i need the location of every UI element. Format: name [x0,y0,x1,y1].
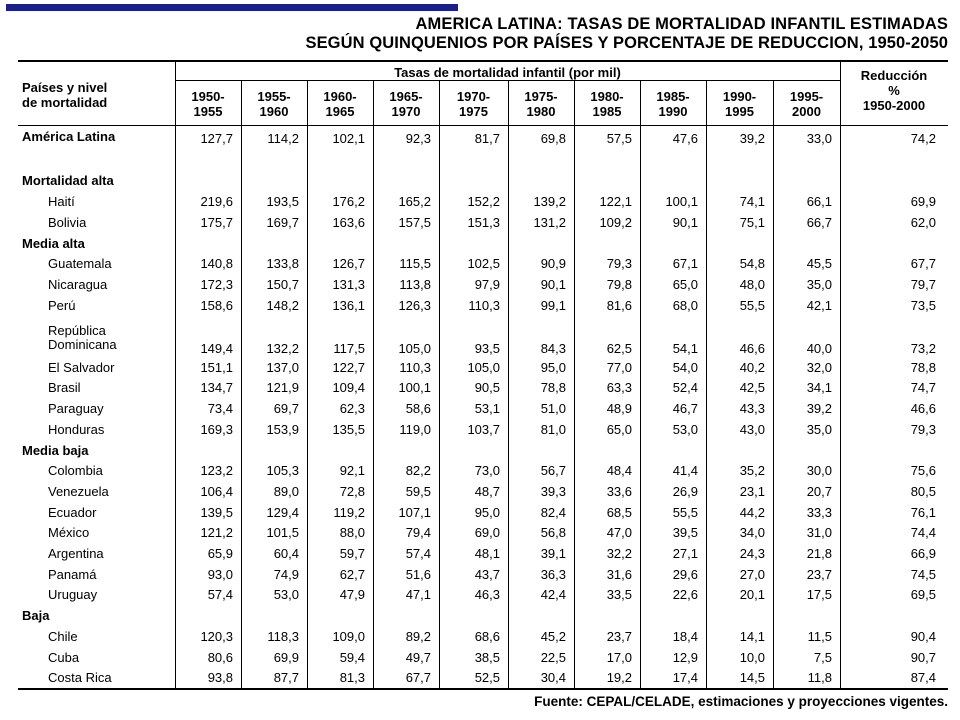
table-cell: 72,8 [339,483,365,499]
header-row-label: Países y nivel [22,80,108,95]
table-cell: 176,2 [332,194,365,210]
table-cell: 47,6 [672,131,698,146]
table-cell: 66,7 [806,214,832,230]
table-cell: 109,2 [599,214,632,230]
table-cell: 57,5 [606,131,632,146]
table-cell: 48,0 [739,276,765,292]
table-cell: 55,5 [672,504,698,520]
table-cell: 105,3 [266,463,299,479]
header-period: 1955- [257,89,291,104]
group-label: Media alta [22,235,85,251]
table-cell: 127,7 [200,131,233,146]
table-cell: 90,9 [540,256,566,272]
table-cell: 135,5 [332,421,365,437]
row-label: El Salvador [48,359,115,375]
table-cell: 10,0 [739,649,765,665]
group-label: Baja [22,608,50,624]
reduction-cell: 78,8 [910,359,936,375]
table-cell: 120,3 [200,628,233,644]
table-cell: 48,7 [474,483,500,499]
reduction-cell: 90,7 [910,649,936,665]
table-cell: 126,7 [332,256,365,272]
table-cell: 43,7 [474,566,500,582]
reduction-cell: 87,4 [910,670,936,686]
table-cell: 81,7 [474,131,500,146]
table-cell: 45,2 [540,628,566,644]
table-cell: 21,8 [806,546,832,561]
table-cell: 69,7 [273,401,299,417]
table-cell: 32,2 [606,546,632,561]
table-cell: 33,0 [806,131,832,146]
row-label: Panamá [48,566,97,582]
table-cell: 11,8 [807,670,832,686]
table-cell: 22,5 [540,649,566,665]
reduction-cell: 73,2 [910,341,936,356]
table-cell: 73,4 [207,401,233,417]
table-cell: 107,1 [398,504,431,520]
table-cell: 39,3 [540,483,566,499]
table-cell: 103,7 [467,421,500,437]
reduction-cell: 62,0 [910,214,936,230]
header-period: 1955 [193,104,223,119]
table-cell: 92,3 [405,131,431,146]
table-cell: 52,4 [672,380,698,396]
table-cell: 84,3 [540,341,566,356]
table-cell: 17,0 [606,649,632,665]
header-period: 1965 [325,104,355,119]
table-cell: 12,9 [672,649,698,665]
table-cell: 163,6 [332,214,365,230]
table-cell: 48,1 [474,546,500,561]
table-cell: 73,0 [474,463,500,479]
table-cell: 169,7 [266,214,299,230]
table-cell: 65,0 [606,421,632,437]
table-cell: 175,7 [200,214,233,230]
table-cell: 75,1 [739,214,765,230]
table-cell: 58,6 [405,401,431,417]
row-label: Bolivia [48,214,87,230]
table-cell: 95,0 [540,359,566,375]
table-cell: 67,1 [672,256,698,272]
table-cell: 122,1 [599,194,632,210]
table-cell: 59,5 [405,483,431,499]
table-cell: 54,0 [672,359,698,375]
table-cell: 90,5 [474,380,500,396]
table-cell: 101,5 [266,525,299,541]
source-note: Fuente: CEPAL/CELADE, estimaciones y proyecciones vigentes. [534,694,948,709]
table-cell: 47,9 [339,587,365,603]
table-cell: 131,3 [332,276,365,292]
table-cell: 38,5 [474,649,500,665]
title-line-1: AMERICA LATINA: TASAS DE MORTALIDAD INFANTIL ESTIMADAS [415,15,948,33]
table-cell: 63,3 [606,380,632,396]
table-cell: 23,7 [806,566,832,582]
row-label: Cuba [48,649,80,665]
header-period: 1960- [323,89,357,104]
table-cell: 44,2 [739,504,765,520]
table-cell: 132,2 [266,341,299,356]
table-cell: 149,4 [200,341,233,356]
table-cell: 68,5 [606,504,632,520]
reduction-cell: 69,9 [910,194,936,210]
table-cell: 67,7 [405,670,431,686]
table-cell: 19,2 [606,670,632,686]
table-cell: 158,6 [200,297,233,313]
reduction-cell: 74,5 [910,566,936,582]
table-cell: 106,4 [200,483,233,499]
table-cell: 60,4 [273,546,299,561]
table-cell: 56,8 [540,525,566,541]
table-cell: 34,0 [739,525,765,541]
table-cell: 24,3 [739,546,765,561]
header-reduction: Reducción [860,68,928,83]
row-label: América Latina [22,129,116,144]
table-cell: 36,3 [540,566,566,582]
table-cell: 74,9 [273,566,299,582]
table-cell: 81,0 [540,421,566,437]
table-cell: 49,7 [405,649,431,665]
table-cell: 26,9 [672,483,698,499]
header-period: 1980 [526,104,556,119]
table-cell: 39,5 [672,525,698,541]
table-cell: 62,7 [339,566,365,582]
table-cell: 79,4 [405,525,431,541]
table-cell: 32,0 [806,359,832,375]
table-cell: 80,6 [207,649,233,665]
table-cell: 11,5 [807,628,832,644]
table-cell: 172,3 [200,276,233,292]
table-cell: 54,8 [739,256,765,272]
table-cell: 69,8 [540,131,566,146]
header-reduction: % [888,83,900,98]
table-cell: 53,0 [672,421,698,437]
mortality-table [18,60,948,690]
table-cell: 131,2 [533,214,566,230]
row-label: Dominicana [48,337,117,353]
reduction-cell: 66,9 [910,546,936,561]
table-cell: 105,0 [467,359,500,375]
table-cell: 123,2 [200,463,233,479]
reduction-cell: 79,7 [910,276,936,292]
table-cell: 62,3 [339,401,365,417]
table-cell: 93,0 [207,566,233,582]
table-cell: 118,3 [267,628,299,644]
header-period: 1995- [789,89,824,104]
page-title [220,15,948,53]
table-cell: 133,8 [266,256,299,272]
table-cell: 121,9 [266,380,299,396]
reduction-cell: 76,1 [910,504,936,520]
table-cell: 20,1 [739,587,765,603]
reduction-cell: 73,5 [910,297,936,313]
table-cell: 42,4 [540,587,566,603]
table-cell: 41,4 [672,463,698,479]
table-cell: 35,0 [806,421,832,437]
table-cell: 22,6 [672,587,698,603]
table-cell: 148,2 [266,297,299,313]
table-cell: 68,0 [672,297,698,313]
table-cell: 56,7 [540,463,566,479]
row-label: Ecuador [48,504,97,520]
table-cell: 53,0 [273,587,299,603]
table-cell: 169,3 [200,421,233,437]
table-cell: 17,4 [672,670,698,686]
table-cell: 119,0 [399,421,431,437]
table-cell: 42,5 [739,380,765,396]
table-cell: 62,5 [606,341,632,356]
table-cell: 134,7 [200,380,233,396]
table-cell: 69,9 [273,649,299,665]
table-cell: 93,8 [207,670,233,686]
table-cell: 55,5 [739,297,765,313]
table-cell: 153,9 [266,421,299,437]
table-cell: 46,6 [739,341,765,356]
table-cell: 18,4 [672,628,698,644]
table-cell: 51,6 [405,566,431,582]
reduction-cell: 67,7 [910,256,936,272]
table-cell: 79,3 [606,256,632,272]
row-label: Honduras [48,421,105,437]
reduction-cell: 79,3 [910,421,936,437]
header-reduction: 1950-2000 [862,98,926,113]
header-period: 1975- [524,89,558,104]
table-cell: 87,7 [273,670,299,686]
table-cell: 126,3 [398,297,431,313]
table-cell: 93,5 [474,341,500,356]
table-cell: 99,1 [540,297,566,313]
header-period: 1975 [459,104,488,119]
table-cell: 39,1 [540,546,566,561]
table-cell: 117,5 [333,341,365,356]
reduction-cell: 75,6 [910,463,936,479]
table-cell: 89,2 [405,628,431,644]
header-period: 1995 [725,104,754,119]
table-cell: 97,9 [474,276,500,292]
table-cell: 33,5 [606,587,632,603]
header-period: 1970 [391,104,421,119]
table-cell: 78,8 [540,380,566,396]
row-label: México [48,525,90,541]
header-period: 1985- [656,89,690,104]
table-cell: 74,1 [739,194,765,210]
table-cell: 109,0 [332,628,365,644]
table-cell: 140,8 [200,256,233,272]
table-cell: 47,0 [606,525,632,541]
table-cell: 157,5 [398,214,431,230]
table-cell: 81,6 [606,297,632,313]
header-period: 1970- [456,89,491,104]
table-cell: 89,0 [273,483,299,499]
table-cell: 136,1 [332,297,365,313]
header-period: 1965- [389,89,423,104]
table-cell: 39,2 [739,131,765,146]
table-cell: 110,3 [468,297,500,313]
group-label: Media baja [22,442,89,458]
table-cell: 59,7 [339,546,365,561]
table-cell: 114,2 [267,131,299,146]
table-cell: 115,5 [399,256,431,272]
table-cell: 121,2 [200,525,233,541]
table-cell: 30,0 [806,463,832,479]
table-cell: 105,0 [398,341,431,356]
table-cell: 57,4 [405,546,431,561]
table-cell: 33,6 [606,483,632,499]
table-cell: 100,1 [665,194,698,210]
row-label: Uruguay [48,587,98,603]
row-label: Colombia [48,463,103,479]
table-cell: 42,1 [806,297,832,313]
table-cell: 193,5 [266,194,299,210]
table-cell: 52,5 [474,670,500,686]
header-group-label: Tasas de mortalidad infantil (por mil) [394,65,621,80]
header-row-label: de mortalidad [22,95,108,110]
table-cell: 81,3 [339,670,365,686]
table-cell: 82,2 [405,463,431,479]
table-cell: 29,6 [672,566,698,582]
row-label: Costa Rica [48,670,112,686]
table-cell: 59,4 [339,649,365,665]
row-label: Venezuela [48,483,109,499]
row-label: República [48,323,106,339]
table-cell: 33,3 [806,504,832,520]
table-cell: 139,5 [200,504,233,520]
table-cell: 68,6 [474,628,500,644]
row-label: Brasil [48,380,81,396]
table-cell: 113,8 [399,276,431,292]
table-cell: 47,1 [405,587,431,603]
table-cell: 17,5 [806,587,832,603]
row-label: Argentina [48,546,104,561]
table-cell: 102,1 [332,131,365,146]
header-sub-rule [175,80,840,81]
table-cell: 65,0 [672,276,698,292]
table-cell: 152,2 [467,194,500,210]
table-cell: 66,1 [806,194,832,210]
table-cell: 150,7 [266,276,299,292]
table-cell: 100,1 [398,380,431,396]
reduction-cell: 46,6 [910,401,936,417]
header-period: 2000 [792,104,821,119]
row-label: Nicaragua [48,276,108,292]
table-cell: 51,0 [540,401,566,417]
table-cell: 139,2 [533,194,566,210]
table-cell: 137,0 [266,359,299,375]
table-cell: 7,5 [813,649,832,665]
table-cell: 48,9 [606,401,632,417]
table-cell: 45,5 [806,256,832,272]
table-cell: 151,3 [467,214,500,230]
table-cell: 79,8 [606,276,632,292]
table-cell: 34,1 [806,380,832,396]
table-cell: 23,7 [606,628,632,644]
reduction-cell: 69,5 [910,587,936,603]
table-cell: 122,7 [332,359,365,375]
table-cell: 77,0 [606,359,632,375]
table-cell: 90,1 [672,214,698,230]
table-cell: 40,2 [739,359,765,375]
table-cell: 102,5 [467,256,500,272]
table-cell: 109,4 [332,380,365,396]
table-cell: 31,6 [606,566,632,582]
group-label: Mortalidad alta [22,173,114,189]
table-cell: 35,2 [739,463,765,479]
table-cell: 165,2 [398,194,431,210]
top-accent-bar [6,4,458,11]
row-label: Perú [48,297,76,313]
table-cell: 54,1 [672,341,698,356]
header-bottom-rule [18,125,948,126]
table-cell: 30,4 [540,670,566,686]
table-cell: 90,1 [540,276,566,292]
reduction-cell: 74,2 [910,131,936,146]
table-cell: 20,7 [806,483,832,499]
table-cell: 219,6 [200,194,233,210]
row-label: Paraguay [48,401,104,417]
table-cell: 46,7 [672,401,698,417]
table-cell: 27,0 [739,566,765,582]
header-period: 1990 [658,104,688,119]
table-cell: 43,3 [739,401,765,417]
table-cell: 46,3 [474,587,500,603]
table-cell: 23,1 [739,483,765,499]
header-period: 1960 [259,104,289,119]
table-cell: 151,1 [200,359,233,375]
table-cell: 40,0 [806,341,832,356]
table-cell: 57,4 [207,587,233,603]
header-period: 1990- [722,89,757,104]
table-cell: 14,1 [739,628,765,644]
table-cell: 69,0 [474,525,500,541]
table-cell: 82,4 [540,504,566,520]
table-cell: 48,4 [606,463,632,479]
row-label: Guatemala [48,256,112,272]
table-cell: 53,1 [474,401,500,417]
title-line-2: SEGÚN QUINQUENIOS POR PAÍSES Y PORCENTAJE DE REDUCCION, 1950-2050 [305,34,948,52]
table-cell: 27,1 [672,546,698,561]
reduction-cell: 74,4 [910,525,936,541]
table-cell: 43,0 [739,421,765,437]
table-cell: 129,4 [266,504,299,520]
row-label: Chile [48,628,78,644]
table-cell: 35,0 [806,276,832,292]
table-cell: 65,9 [207,546,233,561]
reduction-cell: 90,4 [910,628,936,644]
reduction-cell: 80,5 [910,483,936,499]
header-period: 1985 [592,104,622,119]
table-cell: 92,1 [339,463,365,479]
header-period: 1980- [590,89,624,104]
table-cell: 39,2 [806,401,832,417]
table-cell: 95,0 [474,504,500,520]
table-cell: 14,5 [739,670,765,686]
table-cell: 88,0 [339,525,365,541]
table-cell: 119,2 [333,504,365,520]
table-cell: 31,0 [806,525,832,541]
reduction-cell: 74,7 [910,380,936,396]
table-cell: 110,3 [399,359,431,375]
header-period: 1950- [191,89,225,104]
row-label: Haití [48,194,75,210]
